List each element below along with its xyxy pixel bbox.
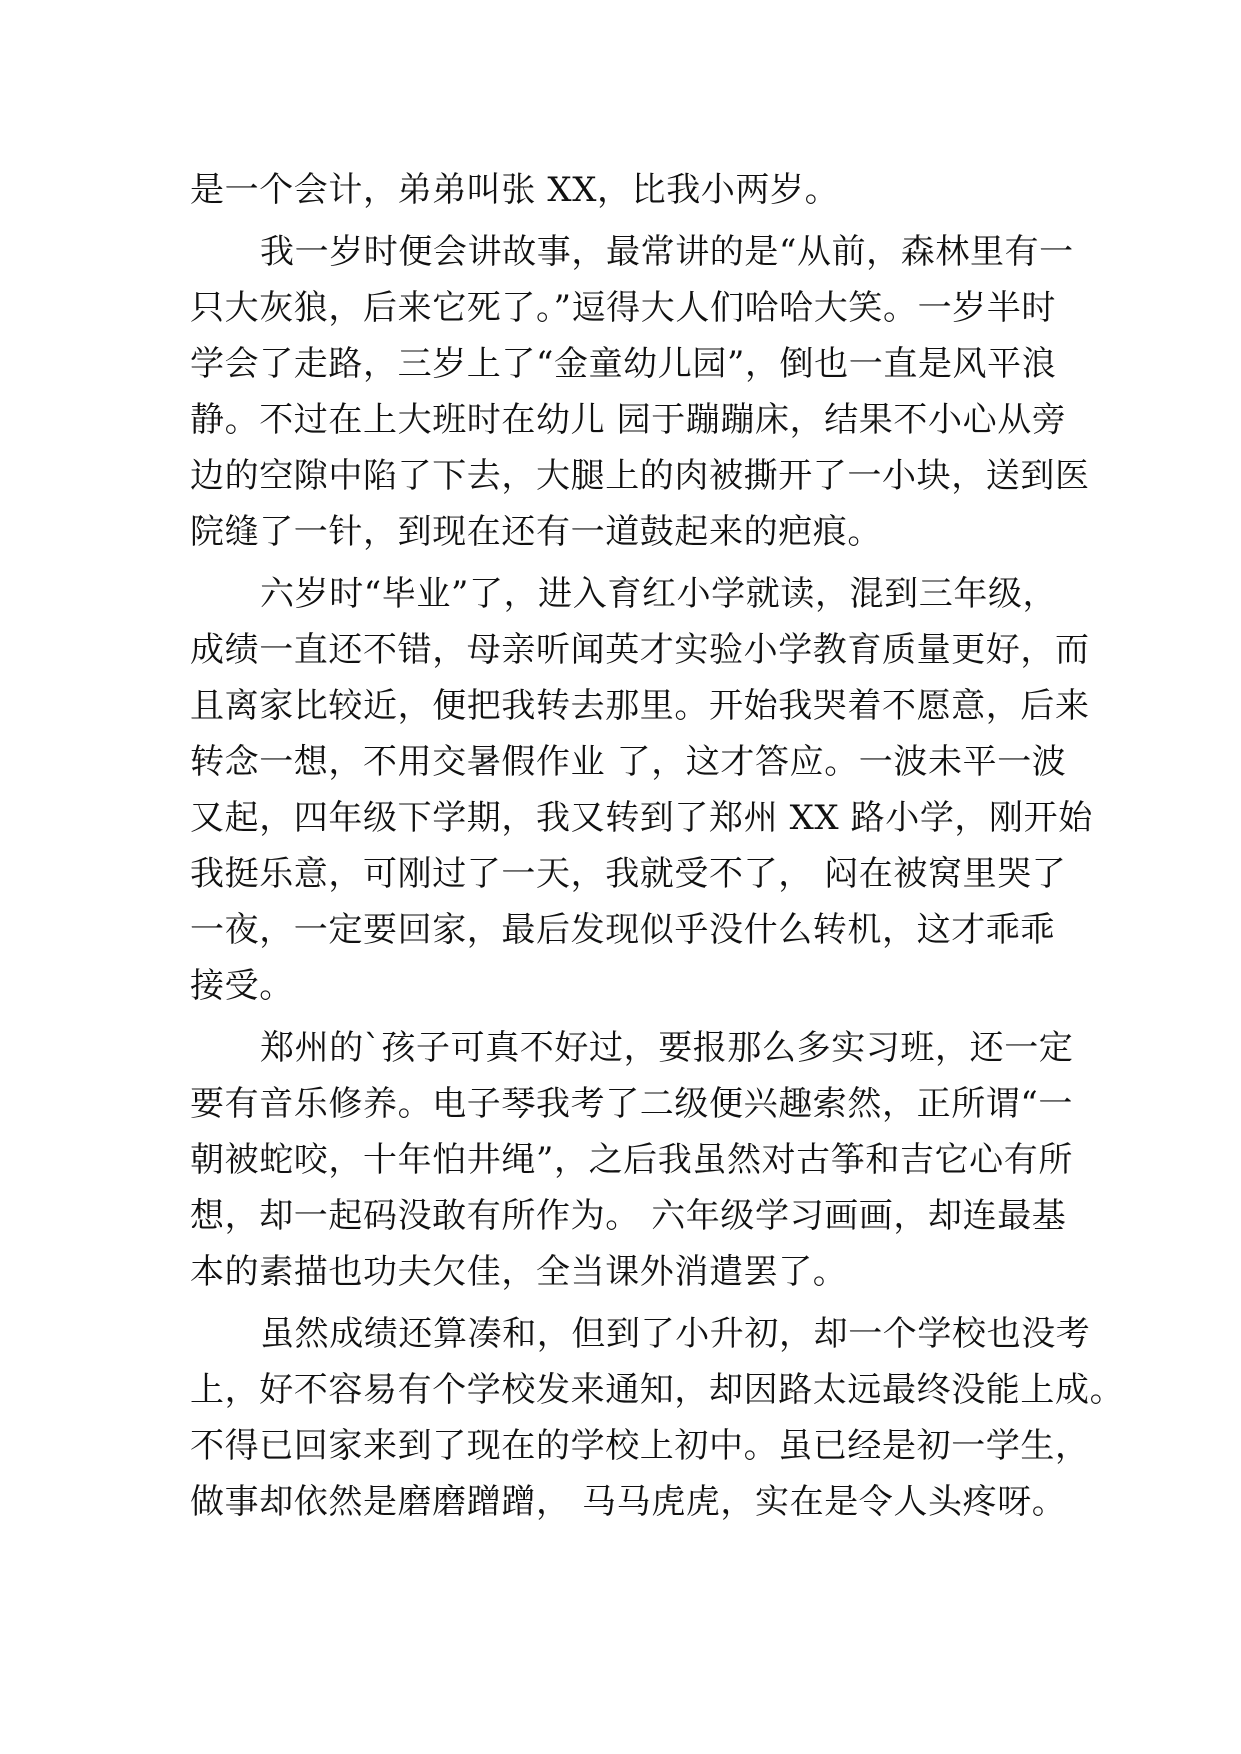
text-line: 成绩一直还不错，母亲听闻英才实验小学教育质量更好，而 — [190, 630, 1090, 670]
text-line: 不得已回家来到了现在的学校上初中。虽已经是初一学生， — [190, 1426, 1090, 1466]
text-line: 朝被蛇咬，十年怕井绳”，之后我虽然对古筝和吉它心有所 — [190, 1140, 1073, 1180]
text-line: 接受。 — [190, 966, 294, 1006]
text-line: 做事却依然是磨磨蹭蹭， 马马虎虎，实在是令人头疼呀。 — [190, 1482, 1067, 1522]
text-line: 想，却一起码没敢有所作为。 六年级学习画画，却连最基 — [190, 1196, 1067, 1236]
paragraph-start-line: 我一岁时便会讲故事，最常讲的是“从前，森林里有一 — [260, 232, 1074, 272]
text-line: 学会了走路，三岁上了“金童幼儿园”，倒也一直是风平浪 — [190, 344, 1057, 384]
text-line: 边的空隙中陷了下去，大腿上的肉被撕开了一小块，送到医 — [190, 456, 1090, 496]
text-line: 又起，四年级下学期，我又转到了郑州 XX 路小学，刚开始 — [190, 798, 1093, 838]
text-line: 一夜，一定要回家，最后发现似乎没什么转机，这才乖乖 — [190, 910, 1055, 950]
text-line: 转念一想，不用交暑假作业 了，这才答应。一波未平一波 — [190, 742, 1067, 782]
text-line: 本的素描也功夫欠佳，全当课外消遣罢了。 — [190, 1252, 848, 1292]
text-line: 静。不过在上大班时在幼儿 园于蹦蹦床，结果不小心从旁 — [190, 400, 1067, 440]
paragraph-start-line: 六岁时“毕业”了，进入育红小学就读，混到三年级， — [260, 574, 1058, 614]
text-line: 我挺乐意，可刚过了一天，我就受不了， 闷在被窝里哭了 — [190, 854, 1067, 894]
text-line: 院缝了一针，到现在还有一道鼓起来的疤痕。 — [190, 512, 882, 552]
paragraph-start-line: 郑州的`孩子可真不好过，要报那么多实习班，还一定 — [260, 1028, 1074, 1068]
text-line: 只大灰狼，后来它死了。”逗得大人们哈哈大笑。一岁半时 — [190, 288, 1056, 328]
paragraph-start-line: 虽然成绩还算凑和，但到了小升初，却一个学校也没考 — [260, 1314, 1091, 1354]
text-line: 且离家比较近，便把我转去那里。开始我哭着不愿意，后来 — [190, 686, 1090, 726]
text-line: 上，好不容易有个学校发来通知，却因路太远最终没能上成。 — [190, 1370, 1125, 1410]
text-line: 要有音乐修养。电子琴我考了二级便兴趣索然，正所谓“一 — [190, 1084, 1073, 1124]
text-line: 是一个会计，弟弟叫张 XX，比我小两岁。 — [190, 170, 840, 210]
